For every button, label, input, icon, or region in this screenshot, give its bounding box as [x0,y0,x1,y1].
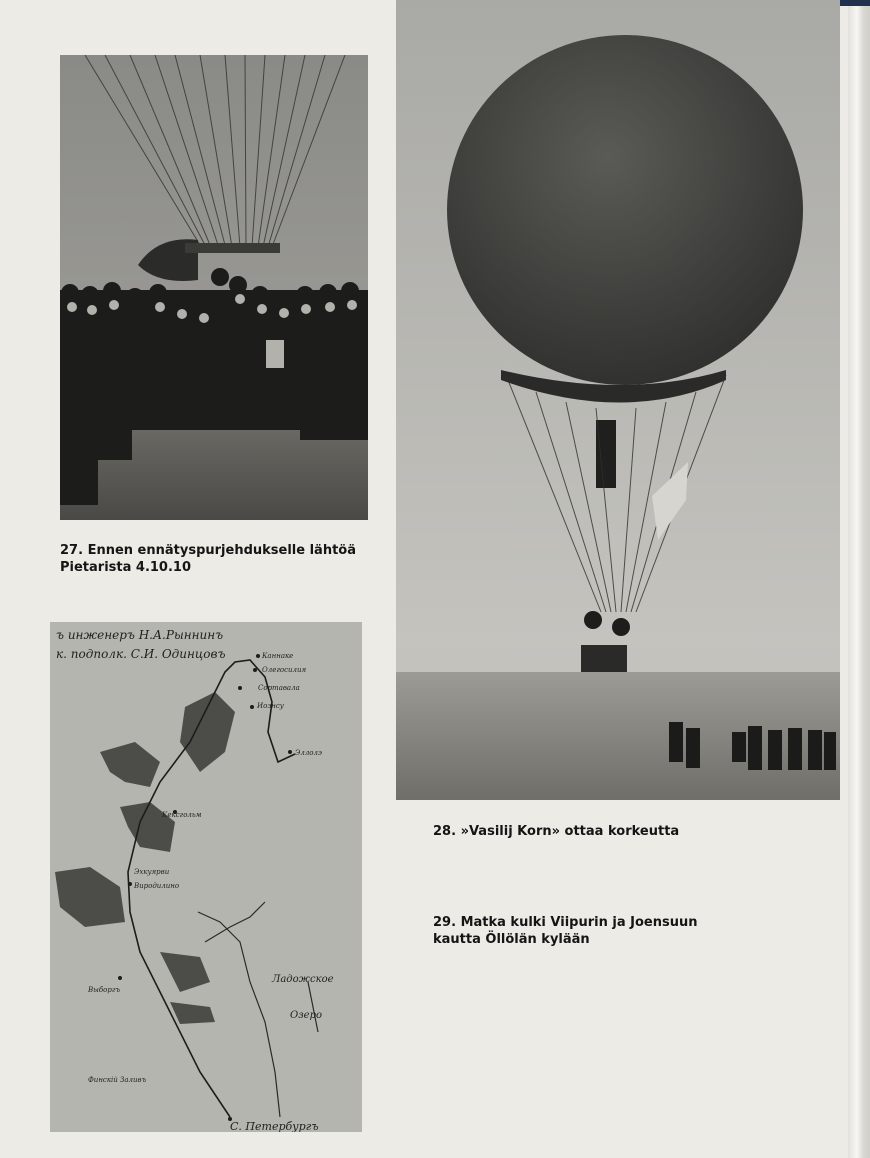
map-label-st-petersburg: С. Петербургъ [230,1120,319,1132]
map-label-engineer: ъ инженеръ Н.А.Рыннинъ [56,628,224,642]
caption-29-number: 29. [433,915,457,930]
caption-28-text: »Vasilij Korn» ottaa korkeutta [460,824,680,839]
photo-crowd-before-launch [60,55,368,520]
caption-29-text-line2: kautta Öllölän kylään [433,932,590,947]
photo-balloon-graphic [396,0,840,800]
caption-29 [433,914,697,948]
photo-balloon-ascending [396,0,840,800]
map-label-lake-ladoga: Ладожское [272,974,334,985]
caption-29-text: Matka kulki Viipurin ja Joensuun [460,915,698,930]
map-label-olegosilia: Олегосилия [262,666,307,674]
map-label-officer: к. подполк. С.И. Одинцовъ [56,647,226,661]
map-graphic [50,622,362,1132]
map-label-ellole: Эллолэ [295,749,322,757]
map-label-sortavala: Сортавала [258,684,300,692]
caption-27-text: Ennen ennätyspurjehdukselle lähtöä [87,543,356,558]
page-edge [848,0,870,1158]
map-label-joensuu: Иоэнсу [257,702,284,710]
map-label-vyborg: Выборгъ [88,986,121,994]
map-label-ehkuyarvi: Эхкуярви [134,868,170,876]
photo-crowd-graphic [60,55,368,520]
caption-27-number: 27. [60,543,84,558]
map-label-gulf-of-finland: Финскій Заливъ [88,1076,147,1084]
map-label-lake: Озеро [290,1010,322,1021]
caption-27 [60,542,356,576]
map-label-kexholm: Кексгольм [162,811,202,819]
flight-route-map [50,622,362,1132]
caption-27-text-line2: Pietarista 4.10.10 [60,560,192,575]
map-label-virodilino: Виродилино [134,882,180,890]
caption-28-number: 28. [433,824,457,839]
caption-28 [433,823,679,840]
map-label-kannake: Каннаке [262,652,294,660]
